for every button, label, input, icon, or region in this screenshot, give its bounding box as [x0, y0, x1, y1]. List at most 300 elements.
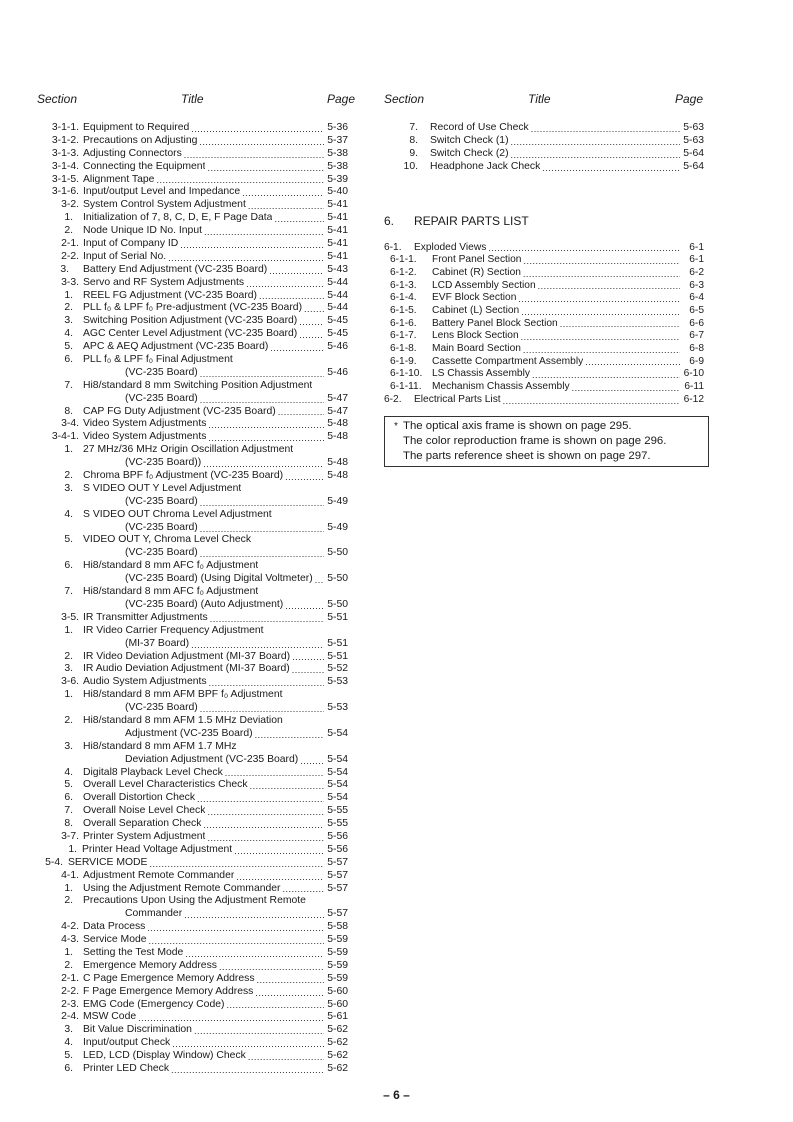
toc-number: 2. [64, 959, 73, 971]
toc-number: 4. [64, 766, 73, 778]
toc-row [37, 767, 348, 780]
toc-title: Cabinet (L) Section [432, 304, 520, 316]
toc-page: 5-57 [327, 856, 348, 868]
dot-leader [207, 805, 324, 818]
toc-title: Battery Panel Block Section [432, 317, 558, 329]
toc-title: REEL FG Adjustment (VC-235 Board) [83, 289, 258, 301]
toc-title: Switching Position Adjustment (VC-235 Board) [83, 315, 298, 327]
toc-number: 6-1-7. [390, 330, 417, 342]
toc-number: 6-1-8. [390, 343, 417, 355]
toc-title: Adjusting Connectors [83, 147, 182, 159]
toc-title: IR Audio Deviation Adjustment (MI-37 Board) [83, 663, 290, 675]
toc-title: Cabinet (R) Section [432, 266, 521, 278]
toc-number: 4-3. [61, 934, 79, 946]
toc-row [37, 470, 348, 483]
toc-title: CAP FG Duty Adjustment (VC-235 Board) [83, 405, 276, 417]
dot-leader [511, 135, 680, 148]
toc-number: 5. [64, 341, 73, 353]
toc-page: 5-50 [327, 547, 348, 559]
toc-row [384, 148, 704, 161]
toc-page: 5-54 [327, 753, 348, 765]
toc-page: 5-41 [327, 212, 348, 224]
toc-number: 6-1-4. [390, 292, 417, 304]
toc-page: 6-2 [689, 266, 704, 278]
toc-number: 4-2. [61, 921, 79, 933]
toc-number: 2-2. [61, 985, 79, 997]
note-text: The optical axis frame is shown on page 295. [403, 419, 632, 432]
note-line [389, 449, 704, 464]
toc-row [37, 1050, 348, 1063]
toc-page: 5-55 [327, 805, 348, 817]
toc-page: 5-51 [327, 637, 348, 649]
toc-title: Video System Adjustments [83, 431, 207, 443]
toc-page: 5-54 [327, 779, 348, 791]
dot-leader [234, 844, 324, 857]
toc-title: System Control System Adjustment [83, 199, 246, 211]
toc-title: Video System Adjustments [83, 418, 207, 430]
toc-number: 2. [64, 302, 73, 314]
asterisk-icon: * [394, 420, 398, 432]
dot-leader [542, 161, 680, 174]
toc-number: 2-2. [61, 250, 79, 262]
toc-number: 7. [64, 805, 73, 817]
dot-leader [138, 1011, 324, 1024]
toc-row [37, 702, 348, 715]
toc-row [37, 857, 348, 870]
toc-number: 3-5. [61, 611, 79, 623]
toc-page: 5-62 [327, 1037, 348, 1049]
toc-row [37, 728, 348, 741]
toc-page: 5-50 [327, 573, 348, 585]
toc-row [37, 625, 348, 638]
toc-number: 3. [64, 1024, 73, 1036]
toc-row [37, 573, 348, 586]
toc-row [37, 1011, 348, 1024]
toc-title: Using the Adjustment Remote Commander [83, 882, 281, 894]
toc-row [37, 212, 348, 225]
toc-row [37, 986, 348, 999]
dot-leader [299, 328, 324, 341]
toc-number: 3-6. [61, 676, 79, 688]
header-section: Section [384, 92, 425, 106]
toc-row [384, 318, 704, 331]
dot-leader [200, 496, 324, 509]
toc-page: 5-41 [327, 225, 348, 237]
dot-leader [255, 728, 324, 741]
page-number: – 6 – [383, 1088, 410, 1102]
toc-title: Adjustment Remote Commander [83, 869, 235, 881]
toc-row [37, 715, 348, 728]
toc-row [384, 135, 704, 148]
toc-row [37, 870, 348, 883]
dot-leader [314, 380, 324, 393]
toc-page: 5-63 [683, 121, 704, 133]
toc-title: Cassette Compartment Assembly [432, 355, 584, 367]
toc-right-list [384, 122, 704, 174]
dot-leader [585, 356, 680, 369]
toc-number: 6-1-3. [390, 279, 417, 291]
toc-row [37, 921, 348, 934]
toc-title: Printer System Adjustment [83, 830, 206, 842]
dot-leader [488, 241, 680, 254]
dot-leader [285, 689, 325, 702]
toc-number: 5. [64, 1050, 73, 1062]
toc-row [37, 148, 348, 161]
toc-row [37, 689, 348, 702]
toc-row [37, 805, 348, 818]
dot-leader [521, 305, 680, 318]
toc-row [384, 368, 704, 381]
toc-page: 5-47 [327, 392, 348, 404]
note-line [389, 419, 704, 435]
toc-title: (MI-37 Board) [125, 637, 190, 649]
toc-page: 5-53 [327, 676, 348, 688]
dot-leader [203, 457, 324, 470]
toc-title: IR Transmitter Adjustments [83, 611, 208, 623]
toc-page: 5-54 [327, 792, 348, 804]
dot-leader [248, 199, 324, 212]
toc-left-list [37, 122, 348, 1076]
toc-title: Record of Use Check [430, 121, 529, 133]
toc-title: Data Process [83, 921, 146, 933]
toc-number: 2-1. [61, 972, 79, 984]
toc-page: 5-40 [327, 186, 348, 198]
toc-title: Main Board Section [432, 343, 521, 355]
dot-leader [225, 767, 324, 780]
dot-leader [511, 148, 680, 161]
toc-page: 5-43 [327, 263, 348, 275]
toc-page: 5-64 [683, 147, 704, 159]
toc-row [37, 496, 348, 509]
toc-row [37, 883, 348, 896]
dot-leader [235, 354, 324, 367]
section-number: 6. [384, 213, 395, 228]
toc-page: 5-55 [327, 818, 348, 830]
toc-number: 4. [64, 508, 73, 520]
toc-page: 5-63 [683, 134, 704, 146]
toc-title: EVF Block Section [432, 292, 517, 304]
toc-number: 3-1-4. [51, 160, 79, 172]
toc-page: 5-54 [327, 727, 348, 739]
toc-page: 5-61 [327, 1011, 348, 1023]
toc-title: Digital8 Playback Level Check [83, 766, 223, 778]
toc-page: 5-46 [327, 366, 348, 378]
toc-row [37, 199, 348, 212]
toc-number: 7. [64, 586, 73, 598]
toc-title: Exploded Views [414, 241, 487, 253]
toc-number: 3-3. [61, 276, 79, 288]
toc-page: 5-41 [327, 199, 348, 211]
toc-row [37, 973, 348, 986]
toc-number: 6-1-9. [390, 355, 417, 367]
toc-page: 6-5 [689, 304, 704, 316]
toc-title: Servo and RF System Adjustments [83, 276, 245, 288]
parts-list [384, 242, 704, 407]
toc-row [37, 380, 348, 393]
toc-title: LED, LCD (Display Window) Check [83, 1050, 246, 1062]
toc-row [37, 779, 348, 792]
dot-leader [168, 251, 324, 264]
toc-number: 6. [64, 560, 73, 572]
toc-title: Setting the Test Mode [83, 946, 184, 958]
toc-title: Hi8/standard 8 mm AFM 1.7 MHz [83, 740, 237, 752]
toc-title: Input/output Check [83, 1037, 171, 1049]
toc-number: 2. [64, 225, 73, 237]
dot-leader [200, 393, 324, 406]
toc-page: 5-48 [327, 431, 348, 443]
toc-title: Hi8/standard 8 mm AFC f₀ Adjustment [83, 586, 259, 598]
dot-leader [292, 651, 324, 664]
dot-leader [572, 381, 680, 394]
dot-leader [200, 702, 324, 715]
toc-page: 5-52 [327, 663, 348, 675]
toc-number: 1. [68, 843, 77, 855]
toc-title: Overall Noise Level Check [83, 805, 206, 817]
toc-row [37, 290, 348, 303]
dot-leader [184, 148, 324, 161]
toc-row [37, 328, 348, 341]
toc-row [37, 418, 348, 431]
toc-page: 6-6 [689, 317, 704, 329]
toc-number: 3. [60, 263, 69, 275]
toc-page: 6-10 [683, 368, 704, 380]
toc-row [37, 947, 348, 960]
toc-page: 5-37 [327, 134, 348, 146]
toc-page: 5-60 [327, 998, 348, 1010]
section-heading-repair-parts [384, 214, 704, 230]
dot-leader [171, 1063, 324, 1076]
toc-page: 5-38 [327, 147, 348, 159]
toc-title: Battery End Adjustment (VC-235 Board) [83, 263, 268, 275]
dot-leader [191, 638, 324, 651]
toc-row [37, 1063, 348, 1076]
toc-number: 3. [64, 740, 73, 752]
toc-title: Service Mode [83, 934, 147, 946]
toc-row [37, 599, 348, 612]
toc-title: (VC-235 Board) (Using Digital Voltmeter) [125, 573, 313, 585]
toc-page: 5-62 [327, 1063, 348, 1074]
dot-leader [260, 586, 324, 599]
toc-page: 5-45 [327, 328, 348, 340]
toc-row [37, 341, 348, 354]
dot-leader [531, 122, 680, 135]
toc-row [37, 895, 348, 908]
dot-leader [248, 1050, 324, 1063]
toc-title: Node Unique ID No. Input [83, 225, 202, 237]
toc-title: SERVICE MODE [68, 856, 148, 868]
dot-leader [243, 483, 324, 496]
toc-title: Audio System Adjustments [83, 676, 207, 688]
dot-leader [300, 754, 324, 767]
toc-page: 5-49 [327, 495, 348, 507]
toc-row [37, 238, 348, 251]
toc-number: 3. [64, 482, 73, 494]
dot-leader [208, 418, 324, 431]
toc-number: 3-2. [61, 199, 79, 211]
toc-title: Equipment to Required [83, 121, 190, 133]
toc-title: PLL f₀ & LPF f₀ Pre-adjustment (VC-235 Board) [83, 302, 303, 314]
toc-page: 5-62 [327, 1050, 348, 1062]
toc-title: Input of Company ID [83, 238, 179, 249]
toc-number: 3-1-5. [51, 173, 79, 185]
dot-leader [191, 122, 324, 135]
toc-row [37, 315, 348, 328]
toc-title: Commander [125, 908, 183, 920]
toc-number: 1. [64, 689, 73, 701]
toc-number: 8. [409, 134, 418, 146]
note-line [389, 434, 704, 449]
toc-title: APC & AEQ Adjustment (VC-235 Board) [83, 341, 269, 353]
dot-leader [200, 522, 324, 535]
toc-page: 5-57 [327, 882, 348, 894]
dot-leader [269, 264, 324, 277]
toc-number: 6-1. [384, 241, 402, 253]
dot-leader [147, 921, 324, 934]
toc-number: 9. [409, 147, 418, 159]
toc-number: 3. [64, 663, 73, 675]
header-title: Title [528, 92, 551, 106]
dot-leader [518, 292, 680, 305]
toc-row [384, 330, 704, 343]
toc-row [37, 225, 348, 238]
toc-number: 8. [64, 818, 73, 830]
toc-number: 1. [64, 444, 73, 456]
toc-row [37, 406, 348, 419]
toc-page: 6-11 [684, 381, 704, 393]
toc-title: Electrical Parts List [414, 393, 501, 405]
toc-title: 27 MHz/36 MHz Origin Oscillation Adjustment [83, 444, 294, 456]
toc-number: 6-1-10. [390, 368, 423, 380]
toc-row [37, 792, 348, 805]
toc-title: VIDEO OUT Y, Chroma Level Check [83, 534, 252, 546]
dot-leader [200, 547, 324, 560]
dot-leader [208, 431, 324, 444]
toc-row [384, 267, 704, 280]
toc-title: Hi8/standard 8 mm AFC f₀ Adjustment [83, 560, 259, 572]
toc-title: Headphone Jack Check [430, 160, 541, 172]
toc-page: 6-8 [689, 343, 704, 355]
toc-number: 2. [64, 650, 73, 662]
toc-row [37, 934, 348, 947]
toc-page: 6-4 [689, 292, 704, 304]
dot-leader [283, 883, 324, 896]
toc-number: 6-1-1. [390, 254, 417, 266]
toc-number: 1. [64, 212, 73, 224]
dot-leader [270, 341, 324, 354]
toc-row [37, 1024, 348, 1037]
toc-row [384, 292, 704, 305]
toc-number: 1. [64, 289, 73, 301]
toc-title: Hi8/standard 8 mm AFM BPF f₀ Adjustment [83, 689, 283, 701]
toc-title: Printer Head Voltage Adjustment [82, 843, 233, 855]
toc-page: 5-59 [327, 934, 348, 946]
toc-title: S VIDEO OUT Y Level Adjustment [83, 482, 242, 494]
toc-page: 5-48 [327, 470, 348, 482]
dot-leader [285, 470, 324, 483]
dot-leader [197, 792, 324, 805]
dot-leader [532, 368, 680, 381]
toc-row [37, 277, 348, 290]
toc-title: Alignment Tape [83, 173, 155, 185]
dot-leader [236, 870, 324, 883]
toc-row [37, 663, 348, 676]
dot-leader [259, 290, 324, 303]
toc-title: Hi8/standard 8 mm Switching Position Adjustment [83, 379, 313, 391]
header-section: Section [37, 92, 78, 106]
toc-page: 6-3 [689, 279, 704, 291]
dot-leader [503, 394, 680, 407]
toc-page: 5-39 [327, 173, 348, 185]
toc-title: (VC-235 Board) [125, 392, 198, 404]
toc-left-column [37, 92, 355, 1076]
toc-title: S VIDEO OUT Chroma Level Adjustment [83, 508, 272, 520]
toc-row [37, 638, 348, 651]
toc-number: 6-1-5. [390, 304, 417, 316]
toc-row [37, 844, 348, 857]
toc-number: 3-1-2. [51, 134, 79, 146]
note-text: The parts reference sheet is shown on page 297. [403, 449, 651, 462]
toc-page: 5-51 [327, 611, 348, 623]
dot-leader [200, 367, 324, 380]
dot-leader [226, 999, 324, 1012]
toc-title: (VC-235 Board) (Auto Adjustment) [125, 598, 284, 610]
toc-number: 8. [64, 405, 73, 417]
note-text: The color reproduction frame is shown on page 296. [403, 435, 667, 448]
toc-title: Overall Separation Check [83, 818, 202, 830]
toc-page: 5-56 [327, 843, 348, 855]
toc-row [37, 1037, 348, 1050]
toc-page: 5-48 [327, 457, 348, 469]
toc-title: Overall Level Characteristics Check [83, 779, 248, 791]
toc-number: 3-1-6. [51, 186, 79, 198]
toc-number: 6-1-6. [390, 317, 417, 329]
toc-page: 5-38 [327, 160, 348, 172]
toc-page: 6-1 [689, 254, 704, 266]
toc-title: (VC-235 Board) [125, 702, 198, 714]
toc-number: 6-1-2. [390, 266, 417, 278]
toc-title: Overall Distortion Check [83, 792, 196, 804]
toc-row [37, 960, 348, 973]
toc-title: Switch Check (2) [430, 147, 509, 159]
dot-leader [239, 741, 324, 754]
toc-title: EMG Code (Emergency Code) [83, 998, 225, 1010]
toc-page: 6-1 [689, 241, 704, 253]
dot-leader [292, 663, 324, 676]
toc-right-column [384, 92, 704, 467]
toc-number: 5. [64, 534, 73, 546]
toc-title: Switch Check (1) [430, 134, 509, 146]
dot-leader [180, 238, 324, 251]
dot-leader [523, 343, 680, 356]
dot-leader [285, 715, 324, 728]
toc-title: Emergence Memory Address [83, 959, 217, 971]
toc-title: AGC Center Level Adjustment (VC-235 Board) [83, 328, 298, 340]
toc-number: 6. [64, 792, 73, 804]
header-title: Title [181, 92, 204, 106]
toc-row [37, 367, 348, 380]
toc-number: 6. [64, 354, 73, 366]
dot-leader [184, 908, 324, 921]
toc-page: 5-41 [327, 238, 348, 249]
toc-title: Mechanism Chassis Assembly [432, 381, 570, 393]
dot-leader [285, 599, 324, 612]
toc-number: 2-4. [61, 1011, 79, 1023]
toc-row [37, 161, 348, 174]
toc-number: 6-1-11. [390, 381, 422, 393]
toc-title: Precautions on Adjusting [83, 134, 198, 146]
dot-leader [560, 317, 680, 330]
toc-page: 5-44 [327, 302, 348, 314]
